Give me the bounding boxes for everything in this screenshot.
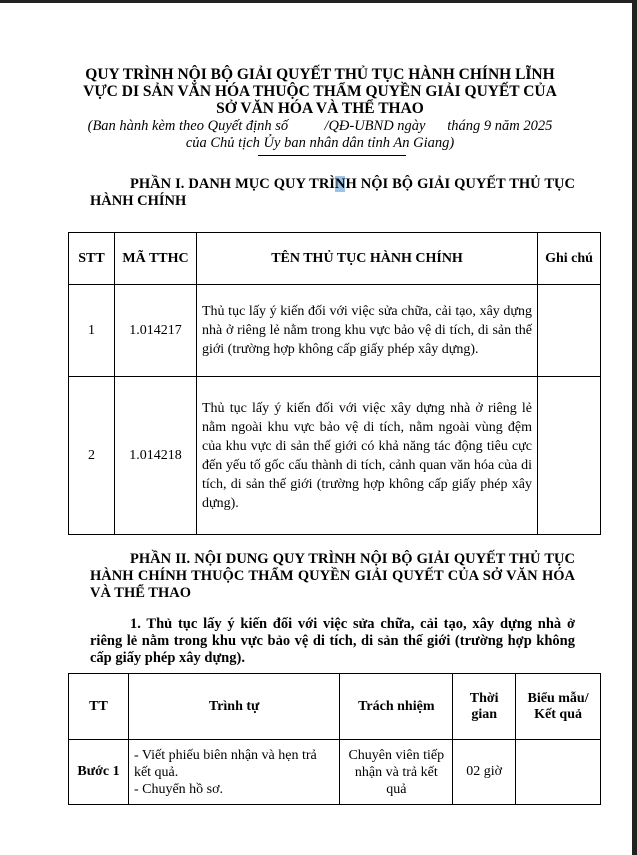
cell-sequence bbox=[128, 740, 339, 805]
cell-form bbox=[516, 740, 601, 805]
subtitle-line: (Ban hành kèm theo Quyết định số /QĐ-UBND ngày tháng 9 năm 2025 bbox=[87, 118, 553, 134]
cell-name: Thủ tục lấy ý kiến đối với việc sửa chữa, cải tạo, xây dựng nhà ở riêng lẻ nằm trong khu vực bảo vệ di tích, di sản thế giới (trường hợp không cấp giấy phép xây dựng). bbox=[197, 285, 538, 377]
document-title bbox=[60, 66, 580, 117]
sequence-item: - Viết phiếu biên nhận và hẹn trả kết quả. bbox=[133, 747, 317, 780]
part2-heading: PHẦN II. NỘI DUNG QUY TRÌNH NỘI BỘ GIẢI QUYẾT THỦ TỤC HÀNH CHÍNH THUỘC THẨM QUYỀN GIẢI QUYẾT CỦA SỞ VĂN HÓA VÀ THỂ THAO bbox=[90, 551, 575, 601]
title-line: VỰC DI SẢN VĂN HÓA THUỘC THẨM QUYỀN GIẢI QUYẾT CỦA bbox=[83, 83, 557, 100]
table-header-row bbox=[69, 233, 601, 285]
cell-responsible: Chuyên viên tiếp nhận và trả kết quả bbox=[340, 740, 453, 805]
table-row bbox=[69, 285, 601, 377]
title-line: QUY TRÌNH NỘI BỘ GIẢI QUYẾT THỦ TỤC HÀNH CHÍNH LĨNH bbox=[85, 66, 555, 83]
table-header-row bbox=[69, 674, 601, 740]
cell-code: 1.014217 bbox=[115, 285, 197, 377]
header-form: Biểu mẫu/ Kết quả bbox=[516, 674, 601, 740]
table-row bbox=[69, 377, 601, 535]
procedure-list-table bbox=[68, 232, 601, 535]
part1-heading bbox=[90, 176, 575, 210]
cell-stt: 1 bbox=[69, 285, 115, 377]
header-name: TÊN THỦ TỤC HÀNH CHÍNH bbox=[197, 233, 538, 285]
cell-note bbox=[538, 285, 601, 377]
part1-text: H NỘI BỘ GIẢI QUYẾT THỦ TỤC HÀNH CHÍNH bbox=[90, 176, 575, 209]
header-responsible: Trách nhiệm bbox=[340, 674, 453, 740]
procedure-steps-table bbox=[68, 673, 601, 805]
subtitle-line: của Chủ tịch Ủy ban nhân dân tỉnh An Giang) bbox=[185, 135, 455, 151]
window-frame-right bbox=[632, 0, 637, 855]
cell-step: Bước 1 bbox=[69, 740, 129, 805]
text-selection[interactable]: N bbox=[334, 176, 346, 192]
part1-text: PHẦN I. DANH MỤC QUY TRÌ bbox=[130, 176, 335, 192]
cell-note bbox=[538, 377, 601, 535]
header-tt: TT bbox=[69, 674, 129, 740]
cell-name: Thủ tục lấy ý kiến đối với việc xây dựng nhà ở riêng lẻ nằm ngoài khu vực bảo vệ di tích, nằm ngoài vùng đệm của khu vực di sản thế giới có khả năng tác động tiêu cực đến yếu tố gốc cấu thành di tích, cảnh quan văn hóa của di tích, di sản thế giới (trường hợp không cấp giấy phép xây dựng). bbox=[197, 377, 538, 535]
header-time: Thời gian bbox=[453, 674, 516, 740]
cell-time: 02 giờ bbox=[453, 740, 516, 805]
cell-code: 1.014218 bbox=[115, 377, 197, 535]
title-line: SỞ VĂN HÓA VÀ THỂ THAO bbox=[216, 100, 424, 117]
section1-heading: 1. Thủ tục lấy ý kiến đối với việc sửa chữa, cải tạo, xây dựng nhà ở riêng lẻ nằm trong khu vực bảo vệ di tích, di sản thế giới (trường hợp không cấp giấy phép xây dựng). bbox=[90, 616, 575, 666]
window-frame-top bbox=[0, 0, 637, 3]
header-code: MÃ TTHC bbox=[115, 233, 197, 285]
header-sequence: Trình tự bbox=[128, 674, 339, 740]
header-stt: STT bbox=[69, 233, 115, 285]
divider bbox=[258, 155, 406, 156]
cell-stt: 2 bbox=[69, 377, 115, 535]
sequence-item: - Chuyển hồ sơ. bbox=[133, 781, 224, 797]
document-subtitle bbox=[60, 118, 580, 152]
table-row bbox=[69, 740, 601, 805]
header-note: Ghi chú bbox=[538, 233, 601, 285]
